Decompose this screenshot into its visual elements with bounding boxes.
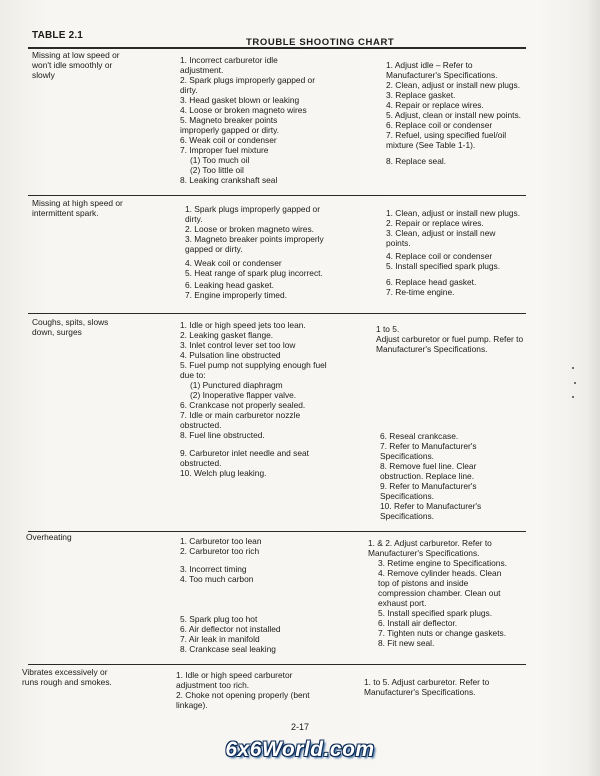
remedy-item: 7. Refer to Manufacturer's Specifications. xyxy=(380,441,477,461)
remedy-item: 3. Retime engine to Specifications. xyxy=(378,558,507,568)
cause-item: 4. Weak coil or condenser xyxy=(185,258,282,268)
remedy-item: 4. Remove cylinder heads. Clean top of pistons and inside compression chamber. Clean out exhaust port. xyxy=(378,568,502,608)
chart-title: TROUBLE SHOOTING CHART xyxy=(246,37,395,48)
cause-item: 7. Improper fuel mixture xyxy=(180,145,269,155)
remedy-item: Adjust carburetor or fuel pump. Refer to Manufacturer's Specifications. xyxy=(376,334,524,354)
cause-item: 6. Crankcase not properly sealed. xyxy=(180,400,306,410)
remedies-coughs-spits xyxy=(376,324,526,354)
symptom-vibrates: Vibrates excessively or runs rough and smokes. xyxy=(22,667,112,687)
cause-item: 4. Loose or broken magneto wires xyxy=(180,105,307,115)
remedies-missing-high-speed xyxy=(376,208,522,297)
remedy-item: 7. Refuel, using specified fuel/oil mixture (See Table 1-1). xyxy=(386,130,507,150)
row-divider xyxy=(28,195,526,196)
cause-item: 8. Fuel line obstructed. xyxy=(180,430,265,440)
remedy-item: 2. Repair or replace wires. xyxy=(386,218,484,228)
cause-item: 5. Magneto breaker points improperly gapped or dirty. xyxy=(180,115,279,135)
cause-item: 1. Carburetor too lean xyxy=(180,536,262,546)
cause-item: 1. Idle or high speed jets too lean. xyxy=(180,320,306,330)
cause-item: 2. Choke not opening properly (bent linkage). xyxy=(176,690,310,710)
remedy-item: 8. Replace seal. xyxy=(386,156,447,166)
cause-item: 3. Incorrect timing xyxy=(180,564,247,574)
header-rule xyxy=(28,47,526,49)
symptom-missing-low-speed: Missing at low speed or won't idle smoothly or slowly xyxy=(32,50,120,80)
cause-item: 5. Spark plug too hot xyxy=(180,614,258,624)
table-label: TABLE 2.1 xyxy=(32,30,84,41)
cause-item: 2. Spark plugs improperly gapped or dirty. xyxy=(180,75,316,95)
cause-item: 9. Carburetor inlet needle and seat obstructed. xyxy=(180,448,309,468)
page-edge-shadow xyxy=(586,0,600,776)
remedies-missing-low-speed xyxy=(376,60,522,166)
remedy-item: 3. Replace gasket. xyxy=(386,90,456,100)
symptom-overheating: Overheating xyxy=(26,532,72,542)
cause-item: 5. Fuel pump not supplying enough fuel due to: xyxy=(180,360,327,380)
cause-item: 1. Spark plugs improperly gapped or dirty. xyxy=(185,204,321,224)
cause-item: 1. Incorrect carburetor idle adjustment. xyxy=(180,55,278,75)
remedy-item: 4. Replace coil or condenser xyxy=(386,251,493,261)
remedy-item: 3. Clean, adjust or install new points. xyxy=(386,228,496,248)
symptom-missing-high-speed: Missing at high speed or intermittent spark. xyxy=(32,198,123,218)
remedy-item: 8. Fit new seal. xyxy=(378,638,435,648)
remedies-coughs-spits-lower xyxy=(370,431,520,521)
cause-item: 1. Idle or high speed carburetor adjustment too rich. xyxy=(176,670,293,690)
causes-overheating xyxy=(168,536,328,654)
cause-subitem: (2) Inoperative flapper valve. xyxy=(190,390,297,400)
cause-item: 7. Engine improperly timed. xyxy=(185,290,287,300)
remedy-item: 1 to 5. xyxy=(376,324,400,334)
cause-subitem: (2) Too little oil xyxy=(190,165,244,175)
cause-item: 4. Pulsation line obstructed xyxy=(180,350,281,360)
remedies-overheating xyxy=(368,538,514,648)
cause-item: 4. Too much carbon xyxy=(180,574,254,584)
cause-item: 10. Welch plug leaking. xyxy=(180,468,267,478)
cause-item: 3. Magneto breaker points improperly gapped or dirty. xyxy=(185,234,324,254)
remedy-item: 5. Install specified spark plugs. xyxy=(386,261,501,271)
remedy-item: 6. Reseal crankcase. xyxy=(380,431,459,441)
scan-speck xyxy=(572,367,574,369)
row-divider xyxy=(28,664,526,665)
cause-item: 7. Air leak in manifold xyxy=(180,634,260,644)
cause-item: 8. Leaking crankshaft seal xyxy=(180,175,278,185)
causes-missing-high-speed xyxy=(173,204,333,300)
remedy-item: 1. & 2. Adjust carburetor. Refer to Manufacturer's Specifications. xyxy=(368,538,492,558)
remedy-item: 10. Refer to Manufacturer's Specifications. xyxy=(380,501,482,521)
cause-subitem: (1) Too much oil xyxy=(190,155,250,165)
cause-item: 8. Crankcase seal leaking xyxy=(180,644,276,654)
cause-item: 6. Weak coil or condenser xyxy=(180,135,277,145)
remedy-item: 6. Replace coil or condenser xyxy=(386,120,493,130)
causes-missing-low-speed xyxy=(168,55,318,185)
remedy-item: 8. Remove fuel line. Clear obstruction. Replace line. xyxy=(380,461,477,481)
cause-item: 3. Inlet control lever set too low xyxy=(180,340,296,350)
causes-coughs-spits xyxy=(168,320,333,478)
remedies-vibrates xyxy=(364,677,514,697)
watermark: 6x6World.com xyxy=(225,738,375,761)
cause-item: 3. Head gasket blown or leaking xyxy=(180,95,300,105)
remedy-item: 9. Refer to Manufacturer's Specifications. xyxy=(380,481,477,501)
remedy-item: 1. to 5. Adjust carburetor. Refer to Manufacturer's Specifications. xyxy=(364,677,490,697)
cause-item: 2. Loose or broken magneto wires. xyxy=(185,224,314,234)
cause-item: 5. Heat range of spark plug incorrect. xyxy=(185,268,323,278)
page-number: 2-17 xyxy=(290,722,309,732)
cause-item: 2. Carburetor too rich xyxy=(180,546,260,556)
cause-item: 6. Leaking head gasket. xyxy=(185,280,274,290)
remedy-item: 1. Clean, adjust or install new plugs. xyxy=(386,208,521,218)
remedy-item: 5. Adjust, clean or install new points. xyxy=(386,110,522,120)
cause-item: 6. Air deflector not installed xyxy=(180,624,281,634)
cause-item: 2. Leaking gasket flange. xyxy=(180,330,274,340)
remedy-item: 2. Clean, adjust or install new plugs. xyxy=(386,80,521,90)
causes-vibrates xyxy=(164,670,334,710)
row-divider xyxy=(28,313,526,314)
remedy-item: 6. Replace head gasket. xyxy=(386,277,477,287)
remedy-item: 6. Install air deflector. xyxy=(378,618,458,628)
remedy-item: 1. Adjust idle – Refer to Manufacturer's Specifications. xyxy=(386,60,498,80)
symptom-coughs-spits: Coughs, spits, slows down, surges xyxy=(32,317,109,337)
remedy-item: 7. Tighten nuts or change gaskets. xyxy=(378,628,507,638)
cause-item: 7. Idle or main carburetor nozzle obstructed. xyxy=(180,410,301,430)
cause-subitem: (1) Punctured diaphragm xyxy=(190,380,283,390)
remedy-item: 7. Re-time engine. xyxy=(386,287,455,297)
remedy-item: 5. Install specified spark plugs. xyxy=(378,608,493,618)
scan-speck xyxy=(574,382,576,384)
remedy-item: 4. Repair or replace wires. xyxy=(386,100,484,110)
scan-speck xyxy=(572,396,574,398)
